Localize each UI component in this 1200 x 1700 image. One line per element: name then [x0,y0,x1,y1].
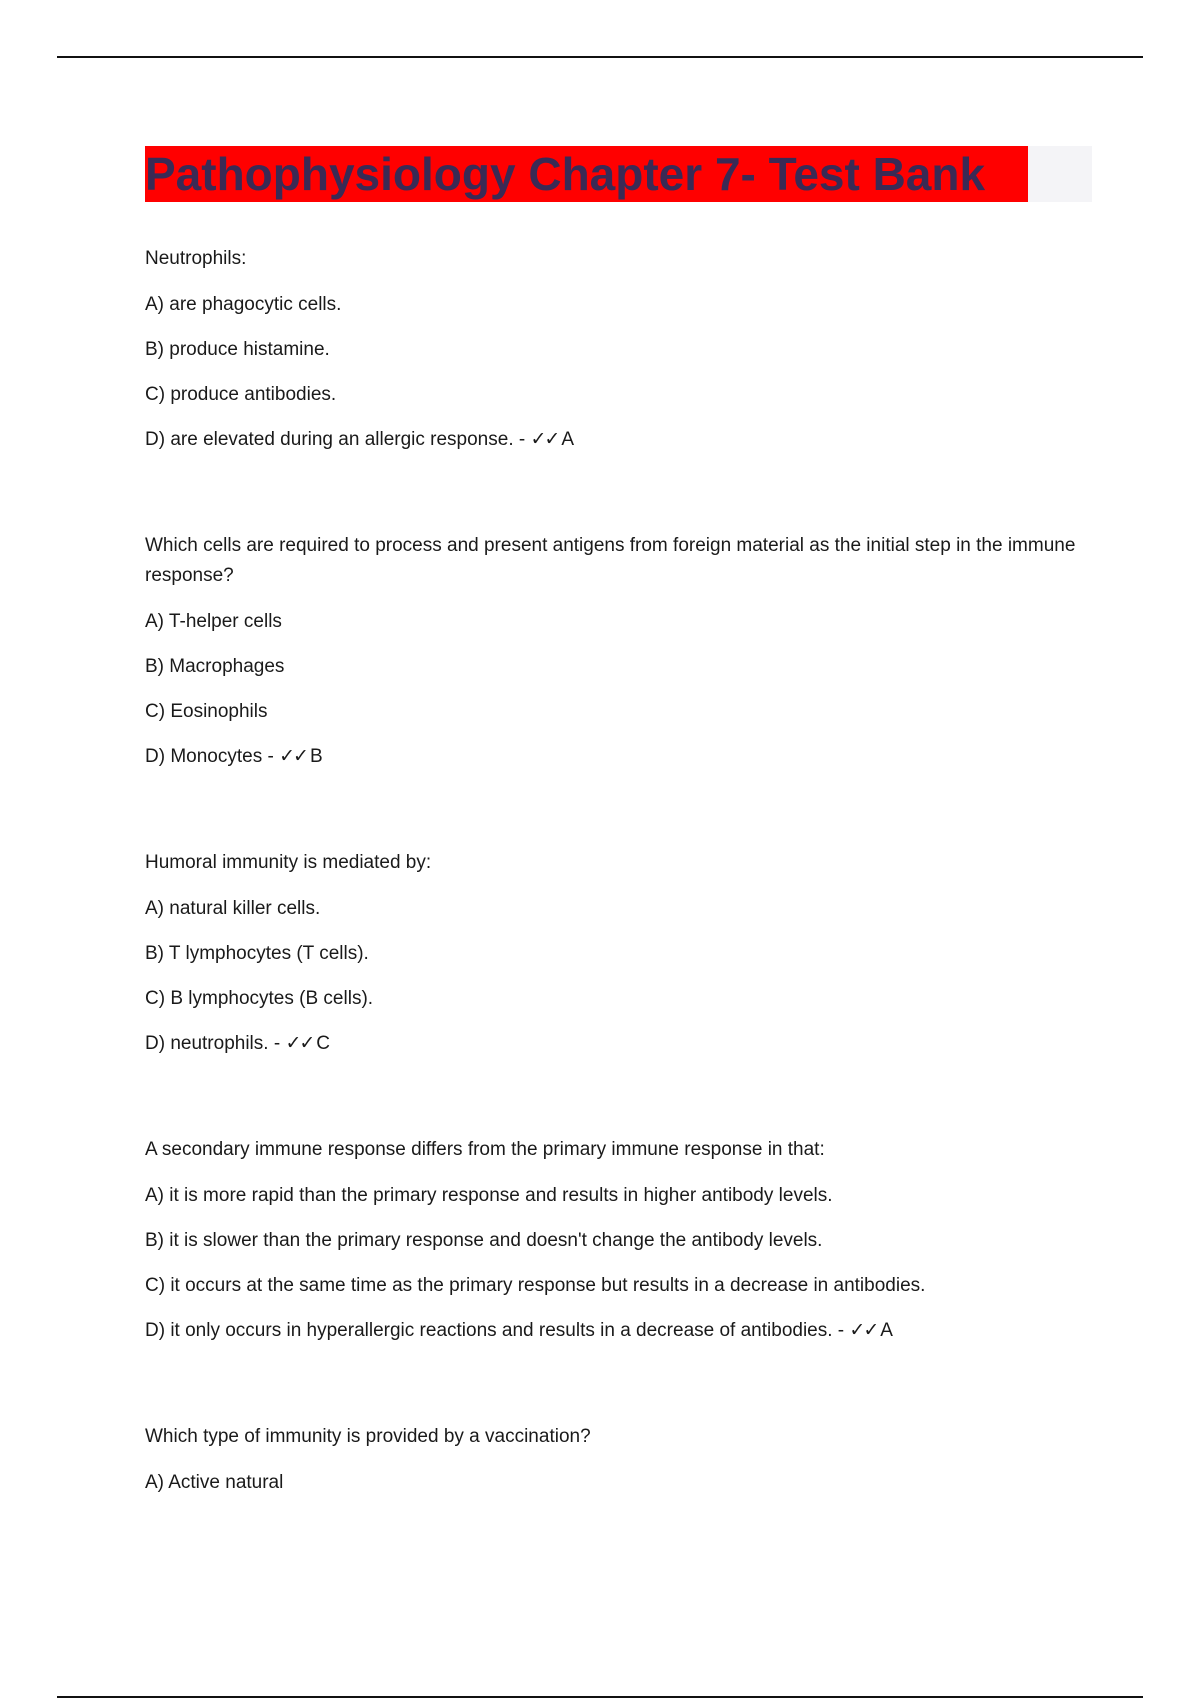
question-3 [145,848,1095,1059]
bottom-rule [57,1696,1143,1698]
option-c: C) it occurs at the same time as the primary response but results in a decrease in antibodies. [145,1275,926,1296]
option-b: B) Macrophages [145,656,285,677]
option-a: A) are phagocytic cells. [145,294,342,315]
question-text: A secondary immune response differs from the primary immune response in that: [145,1139,825,1160]
question-list [145,244,1095,1513]
top-rule [57,56,1143,58]
option-text: D) neutrophils. [145,1033,269,1054]
answer-key: A [880,1320,893,1341]
question-text: Which cells are required to process and present antigens from foreign material as the initial step in the immune response? [145,535,1076,586]
option-a: A) Active natural [145,1472,284,1493]
answer-separator: - [268,1033,286,1054]
option-d [145,1316,1095,1346]
option-text: D) it only occurs in hyperallergic reactions and results in a decrease of antibodies. [145,1320,833,1341]
option-text: D) Monocytes [145,746,263,767]
answer-key: C [316,1033,331,1054]
option-d [145,425,1095,455]
option-d [145,742,1095,772]
option-c: C) Eosinophils [145,701,268,722]
check-mark-icon: ✓✓ [849,1320,878,1341]
question-5 [145,1422,1095,1498]
answer-key: B [309,746,323,767]
answer-separator: - [832,1320,850,1341]
option-b: B) T lymphocytes (T cells). [145,943,369,964]
question-2 [145,531,1095,772]
option-a: A) it is more rapid than the primary response and results in higher antibody levels. [145,1185,833,1206]
check-mark-icon: ✓✓ [279,746,307,767]
question-text: Neutrophils: [145,248,247,269]
answer-separator: - [262,746,280,767]
option-d [145,1029,1095,1059]
question-1 [145,244,1095,455]
option-text: D) are elevated during an allergic response. [145,429,514,450]
option-a: A) natural killer cells. [145,898,321,919]
option-c: C) produce antibodies. [145,384,337,405]
page-title: Pathophysiology Chapter 7- Test Bank [145,148,986,200]
title-highlight [145,146,1028,202]
answer-key: A [561,429,575,450]
option-b: B) produce histamine. [145,339,330,360]
question-text: Humoral immunity is mediated by: [145,852,432,873]
option-b: B) it is slower than the primary response and doesn't change the antibody levels. [145,1230,823,1251]
answer-separator: - [513,429,531,450]
option-a: A) T-helper cells [145,611,282,632]
check-mark-icon: ✓✓ [285,1033,314,1054]
question-text: Which type of immunity is provided by a vaccination? [145,1426,591,1447]
option-c: C) B lymphocytes (B cells). [145,988,374,1009]
check-mark-icon: ✓✓ [530,429,559,450]
question-4 [145,1135,1095,1346]
